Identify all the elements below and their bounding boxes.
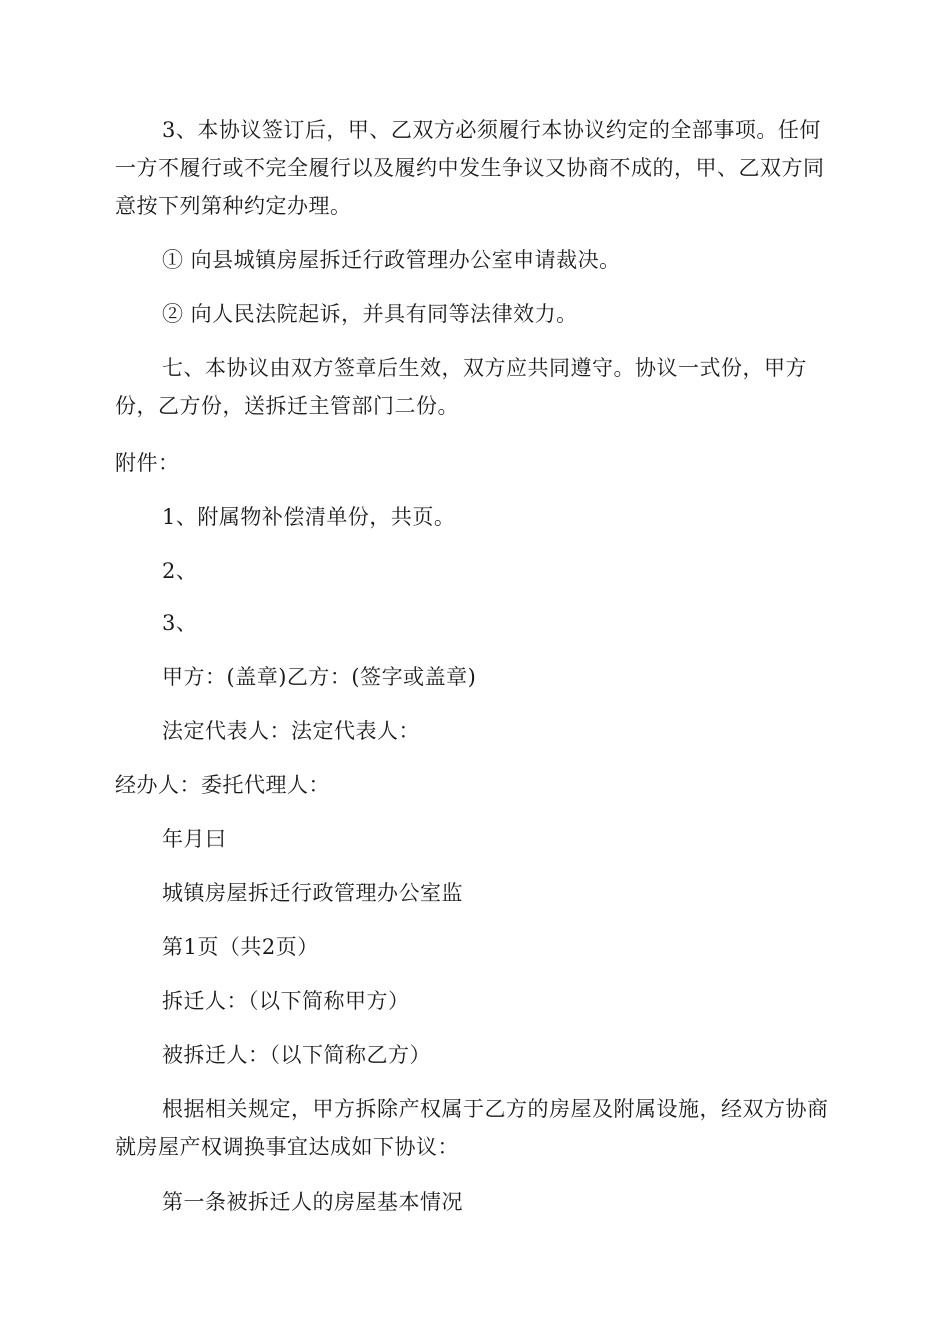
article-one-heading: 第一条被拆迁人的房屋基本情况 xyxy=(162,1190,463,1214)
paragraph-clause-7: 七、本协议由双方签章后生效，双方应共同遵守。协议一式份，甲方份，乙方份，送拆迁主管部门二份。 xyxy=(115,356,807,418)
attachment-item-3: 3、 xyxy=(162,611,198,635)
legal-representatives: 法定代表人：法定代表人： xyxy=(162,719,420,743)
handlers-agents: 经办人：委托代理人： xyxy=(115,773,330,797)
date-line: 年月曰 xyxy=(162,827,227,851)
attachment-item-2: 2、 xyxy=(162,559,198,583)
attachment-item-1: 1、附属物补偿清单份，共页。 xyxy=(162,505,456,529)
page-number: 第1页（共2页） xyxy=(162,935,319,959)
supervising-office: 城镇房屋拆迁行政管理办公室监 xyxy=(162,881,463,905)
demolished-party-line: 被拆迁人：（以下简称乙方） xyxy=(162,1043,431,1067)
signature-parties: 甲方：(盖章)乙方：(签字或盖章) xyxy=(162,665,477,689)
paragraph-option-1: ① 向县城镇房屋拆迁行政管理办公室申请裁决。 xyxy=(162,248,621,272)
paragraph-option-2: ② 向人民法院起诉，并具有同等法律效力。 xyxy=(162,302,578,326)
attachments-heading: 附件： xyxy=(115,451,180,475)
demolisher-line: 拆迁人：（以下简称甲方） xyxy=(162,989,410,1013)
agreement-preamble: 根据相关规定，甲方拆除产权属于乙方的房屋及附属设施，经双方协商就房屋产权调换事宜达成如下协议： xyxy=(115,1097,829,1159)
paragraph-clause-3: 3、本协议签订后，甲、乙双方必须履行本协议约定的全部事项。任何一方不履行或不完全履行以及履约中发生争议又协商不成的，甲、乙双方同意按下列第种约定办理。 xyxy=(115,118,825,218)
